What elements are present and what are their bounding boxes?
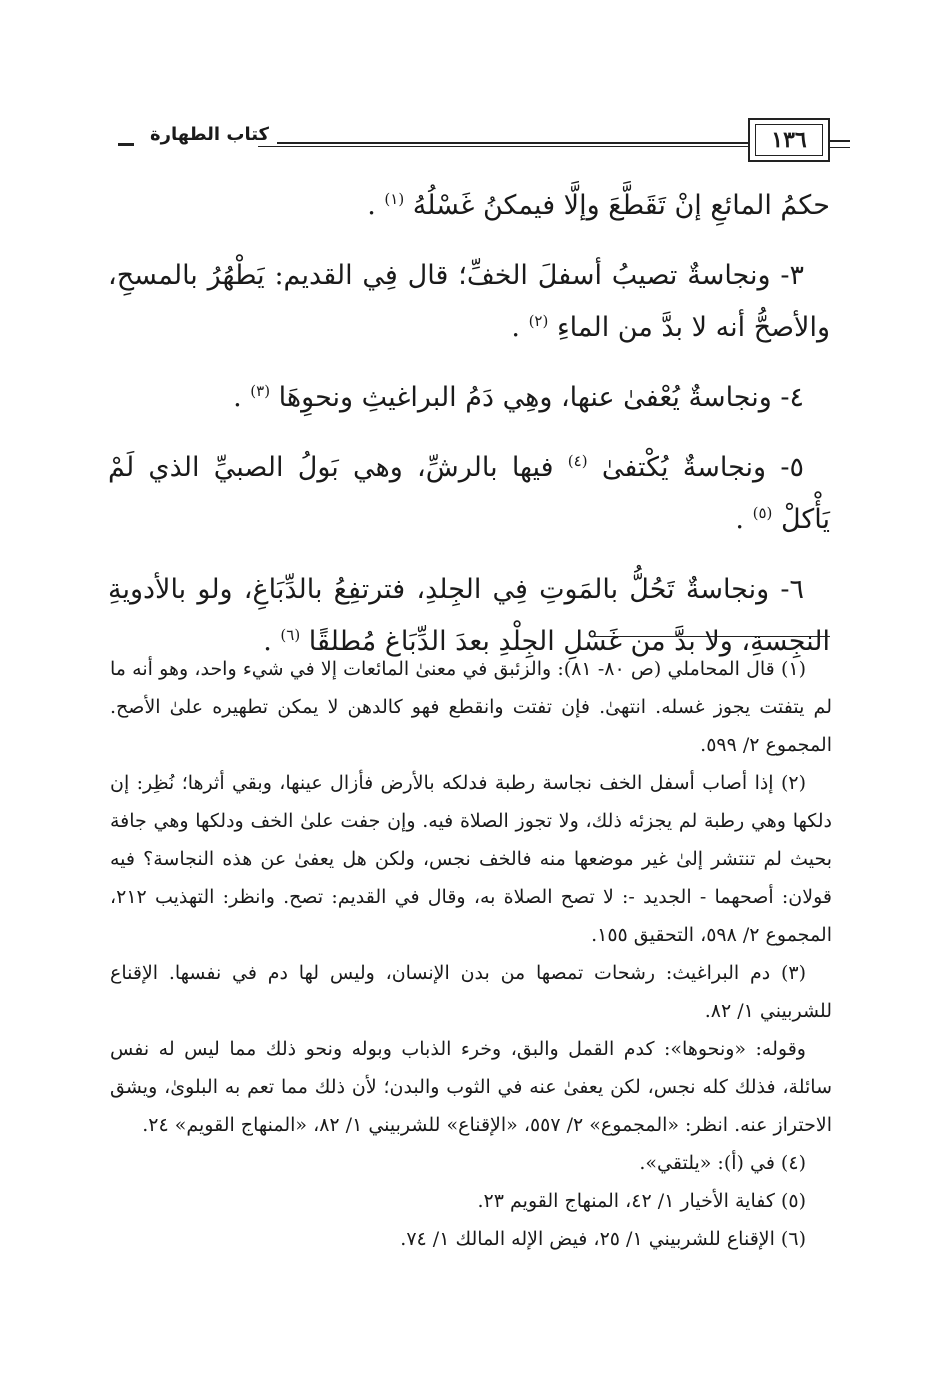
page-number-frame — [748, 118, 830, 162]
paragraph-item-5-text-b: فيها بالرشِّ، وهي بَولُ الصبيِّ الذي لَمْ يَأْكلْ — [108, 452, 830, 535]
paragraph-0-end: . — [367, 190, 376, 221]
header-rule — [258, 142, 830, 144]
paragraph-item-3 — [108, 250, 830, 354]
paragraph-item-4-end: . — [233, 382, 242, 413]
paragraph-item-4-text: ٤- ونجاسةٌ يُعْفىٰ عنها، وهِي دَمُ البراغيثِ ونحوِهَا — [278, 382, 804, 413]
paragraph-item-6-text: ٦- ونجاسةٌ تَحُلُّ بالمَوتِ فِي الجِلدِ، فترتفِعُ بالدِّبَاغِ، ولو بالأدويةِ النجِسةِ، ولا بدَّ من غَسْلِ الجِلْدِ بعدَ الدِّبَاغ مُطلقًا — [108, 574, 830, 657]
footnote-6: (٦) الإقناع للشربيني ١/ ٢٥، فيض الإله المالك ١/ ٧٤. — [400, 1228, 806, 1250]
header-rule-short-left — [118, 143, 134, 146]
paragraph-0-text: حكمُ المائعِ إنْ تَقَطَّعَ وإلَّا فيمكنُ غَسْلُهُ — [412, 190, 830, 221]
footnote-3: (٣) دم البراغيث: رشحات تمصها من بدن الإنسان، وليس لها دم في نفسها. الإقناع للشربيني ١/ ٨٢. — [110, 962, 832, 1022]
footnote-ref-1: (١) — [384, 190, 405, 208]
header-rule-thin — [258, 146, 830, 147]
paragraph-item-3-text: ٣- ونجاسةٌ تصيبُ أسفلَ الخفِّ؛ قال فِي القديم: يَطْهُرُ بالمسحِ، والأصحُّ أنه لا بدَّ من الماءِ — [108, 260, 830, 343]
footnote-1: (١) قال المحاملي (ص ٨٠- ٨١): والزئبق في معنىٰ المائعات إلا في شيء واحد، وهو أنه ما لم يتفتت يجوز غسله. انتهىٰ. فإن تفتت وانقطع فهو كالدهن لا يمكن تطهيره علىٰ الأصح. المجموع ٢/ ٥٩٩. — [110, 658, 832, 756]
paragraph-item-5-text-a: ٥- ونجاسةٌ يُكْتفىٰ — [601, 452, 804, 483]
footnote-2: (٢) إذا أصاب أسفل الخف نجاسة رطبة فدلكه بالأرض فأزال عينها، وبقي أثرها؛ نُظِر: إن دلكها وهي رطبة لم يجزئه ذلك، ولا تجوز الصلاة فيه. وإن جفت علىٰ الخف ودلكها وهي جافة بحيث لم تنتشر إلىٰ غير موضعها منه فالخف نجس، ولكن هل يعفىٰ عن هذه النجاسة؟ فيه قولان: أصحهما - الجديد -: لا تصح الصلاة به، وقال في القديم: تصح. وانظر: التهذيب ٢١٢، المجموع ٢/ ٥٩٨، التحقيق ١٥٥. — [110, 772, 832, 946]
footnote-5: (٥) كفاية الأخيار ١/ ٤٢، المنهاج القويم ٢٣. — [477, 1190, 806, 1212]
footnote-ref-2: (٢) — [528, 312, 549, 330]
paragraph-item-6-end: . — [263, 626, 272, 657]
footnotes — [110, 650, 832, 1258]
header-rule-short-right-thin — [830, 147, 850, 148]
footnote-separator — [592, 636, 830, 637]
footnote-ref-4: (٤) — [567, 452, 588, 470]
footnote-ref-5: (٥) — [752, 504, 773, 522]
footnote-ref-3: (٣) — [250, 382, 271, 400]
paragraph-item-5 — [108, 442, 830, 546]
paragraph-item-4 — [108, 372, 830, 424]
paragraph-0 — [108, 180, 830, 232]
header-rule-short-right — [830, 140, 850, 142]
paragraph-item-5-end: . — [735, 504, 744, 535]
footnote-3-continued: وقوله: «ونحوها»: كدم القمل والبق، وخرء الذباب وبوله ونحو ذلك مما ليس له نفس سائلة، فذلك كله نجس، لكن يعفىٰ عنه في الثوب والبدن؛ لأن ذلك مما تعم به البلوىٰ، ويشق الاحتراز عنه. انظر: «المجموع» ٢/ ٥٥٧، «الإقناع» للشربيني ١/ ٨٢، «المنهاج القويم» ٢٤. — [110, 1038, 832, 1136]
paragraph-item-3-end: . — [511, 312, 520, 343]
page-header — [118, 118, 830, 168]
footnote-4: (٤) في (أ): «يلتقي». — [639, 1152, 806, 1174]
book-title: كتاب الطهارة — [142, 124, 277, 145]
main-text — [108, 180, 830, 686]
footnote-ref-6: (٦) — [280, 626, 301, 644]
page-number: ١٣٦ — [755, 124, 823, 156]
